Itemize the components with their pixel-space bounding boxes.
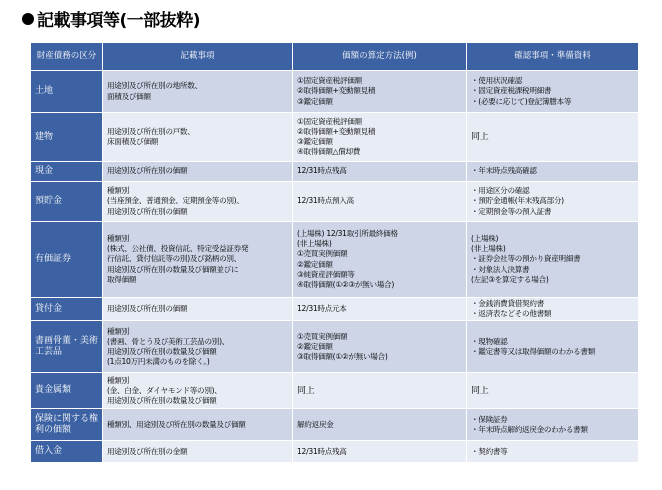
row-items-line: (金、白金、ダイヤモンド等の別)、: [107, 385, 222, 395]
row-docs-line: ・証券会社等の預かり資産明細書: [471, 254, 581, 264]
row-items-line: (株式、公社債、投資信託、特定受益証券発: [107, 244, 249, 254]
row-method-line: (非上場株): [297, 239, 332, 249]
header-category: 財産債務の区分: [31, 43, 103, 71]
row-method: [293, 222, 467, 298]
row-method-line: (上場株) 12/31取引所最終価格: [297, 228, 398, 238]
row-category: 書画骨董・美術工芸品: [31, 321, 103, 373]
row-docs: [467, 71, 639, 113]
row-method-line: ③取得価額(①②が無い場合): [297, 352, 388, 361]
row-docs-line: ・保険証券: [471, 414, 508, 424]
row-items-line: 用途別及び所在別の数量及び価額並びに: [107, 264, 239, 274]
row-method: [293, 182, 467, 222]
row-method-line: ②取得価額+変動額見積: [297, 86, 376, 96]
row-items-line: 用途別及び所在別の価額: [107, 304, 188, 314]
row-method-line: 12/31時点預入高: [297, 196, 354, 206]
row-docs: [467, 222, 639, 298]
row-items-line: 用途別及び所在別の金額: [107, 446, 188, 456]
row-method-line: ②鑑定価額: [297, 259, 333, 269]
row-docs-line: ・(必要に応じて)登記簿謄本等: [471, 96, 572, 106]
row-docs-line: (非上場株): [471, 244, 506, 254]
table-body: [31, 71, 639, 463]
row-items: [103, 321, 293, 373]
table-row: [31, 298, 639, 321]
row-items-line: (1点10万円未満のものを除く。): [107, 357, 210, 367]
row-items-line: 用途別及び所在別の価額: [107, 206, 188, 216]
table-row: [31, 182, 639, 222]
row-category: 借入金: [31, 441, 103, 463]
row-docs-line: 同上: [471, 131, 489, 142]
row-docs-line: ・年末時点残高確認: [471, 166, 537, 176]
row-items: [103, 182, 293, 222]
row-category: 土地: [31, 71, 103, 113]
table-row: [31, 162, 639, 182]
row-docs: [467, 321, 639, 373]
row-items: [103, 222, 293, 298]
row-docs-line: ・預貯金通帳(年末残高部分): [471, 196, 564, 206]
header-items: 記載事項: [103, 43, 293, 71]
row-docs-line: ・用途区分の確認: [471, 186, 530, 196]
row-items-line: 用途別及び所在別の価額: [107, 166, 188, 176]
header-row: [31, 43, 639, 71]
row-method: [293, 162, 467, 182]
row-items-line: 種類別: [107, 233, 129, 243]
row-method-line: 解約返戻金: [297, 419, 334, 429]
row-method: [293, 441, 467, 463]
row-items: [103, 71, 293, 113]
page-title: [22, 6, 200, 30]
row-category: 貴金属類: [31, 373, 103, 409]
row-items-line: 取得価額: [107, 274, 137, 284]
row-docs-line: (左記③を算定する場合): [471, 274, 549, 284]
row-category: 預貯金: [31, 182, 103, 222]
table-row: [31, 409, 639, 441]
row-docs: [467, 113, 639, 162]
row-method-line: 12/31時点元本: [297, 304, 347, 314]
row-docs-line: ・金銭消費貸借契約書: [471, 299, 544, 308]
row-method-line: 同上: [297, 385, 315, 396]
row-method: [293, 113, 467, 162]
row-method-line: ①固定資産税評価額: [297, 76, 362, 86]
table-row: [31, 321, 639, 373]
row-items: [103, 298, 293, 321]
header-docs: 確認事項・準備資料: [467, 43, 639, 71]
row-items: [103, 409, 293, 441]
row-docs-line: ・契約書等: [471, 446, 508, 456]
row-items-line: 用途別及び所在別の数量及び価額: [107, 396, 217, 405]
row-items-line: 種類別: [107, 375, 129, 385]
bullet-icon: [22, 13, 34, 25]
row-items-line: (書画、骨とう及び美術工芸品の別)、: [107, 336, 230, 346]
row-docs-line: ・鑑定書等又は取得価額のわかる書類: [471, 346, 595, 356]
table-row: [31, 71, 639, 113]
table-row: [31, 222, 639, 298]
row-docs-line: ・使用状況確認: [471, 76, 523, 86]
row-items: [103, 162, 293, 182]
row-method-line: ④取得価額(①②③が無い場合): [297, 279, 394, 289]
row-method-line: ③鑑定価額: [297, 137, 333, 146]
row-items-line: 行信託、貸付信託等の別)及び銘柄の別、: [107, 254, 241, 264]
row-items: [103, 441, 293, 463]
row-items-line: (当座預金、普通預金、定期預金等の別)、: [107, 196, 244, 206]
row-category: 保険に関する権利の価額: [31, 409, 103, 441]
row-items-line: 面積及び価額: [107, 91, 151, 101]
row-method: [293, 298, 467, 321]
table-row: [31, 373, 639, 409]
row-items-line: 種類別: [107, 326, 129, 336]
row-items: [103, 373, 293, 409]
row-docs-line: ・固定資産税課税明細書: [471, 86, 552, 96]
row-docs: [467, 441, 639, 463]
row-docs-line: 同上: [471, 385, 489, 396]
row-docs-line: ・返済表などその他書類: [471, 309, 552, 319]
row-docs-line: ・対象法人決算書: [471, 264, 530, 274]
row-docs: [467, 182, 639, 222]
table-row: [31, 441, 639, 463]
row-docs: [467, 298, 639, 321]
row-method: [293, 409, 467, 441]
row-docs-line: ・現物確認: [471, 336, 508, 346]
row-method-line: ①売買実例価額: [297, 249, 348, 259]
row-method-line: ②鑑定価額: [297, 341, 333, 351]
row-method-line: ①固定資産税評価額: [297, 116, 362, 126]
row-category: 現金: [31, 162, 103, 182]
row-items-line: 種類別、用途別及び所在別の数量及び価額: [107, 419, 246, 429]
row-items-line: 用途別及び所在別の数量及び価額: [107, 346, 217, 356]
row-method: [293, 71, 467, 113]
row-method-line: ③鑑定価額: [297, 96, 333, 106]
row-docs-line: ・年末時点解約返戻金のわかる書類: [471, 424, 588, 434]
row-method-line: 12/31時点残高: [297, 166, 347, 176]
row-method-line: ②取得価額+変動額見積: [297, 126, 376, 136]
row-docs: [467, 373, 639, 409]
row-items: [103, 113, 293, 162]
row-method-line: ④取得価額△償却費: [297, 147, 361, 157]
row-docs: [467, 409, 639, 441]
row-docs-line: ・定期預金等の預入証書: [471, 206, 552, 216]
row-category: 建物: [31, 113, 103, 162]
header-method: 価額の算定方法(例): [293, 43, 467, 71]
row-method-line: 12/31時点残高: [297, 446, 347, 456]
row-items-line: 床面積及び価額: [107, 137, 159, 146]
table-row: [31, 113, 639, 162]
row-method-line: ③純資産評価額等: [297, 269, 355, 279]
row-method: [293, 373, 467, 409]
title-text: 記載事項等(一部抜粋): [37, 11, 201, 31]
row-docs: [467, 162, 639, 182]
row-docs-line: (上場株): [471, 233, 499, 243]
row-category: 有価証券: [31, 222, 103, 298]
row-method: [293, 321, 467, 373]
asset-table: [30, 42, 639, 463]
row-items-line: 用途別及び所在別の戸数、: [107, 126, 195, 136]
row-items-line: 種類別: [107, 186, 129, 196]
row-items-line: 用途別及び所在別の地所数、: [107, 81, 202, 91]
row-category: 貸付金: [31, 298, 103, 321]
row-method-line: ①売買実例価額: [297, 331, 348, 341]
